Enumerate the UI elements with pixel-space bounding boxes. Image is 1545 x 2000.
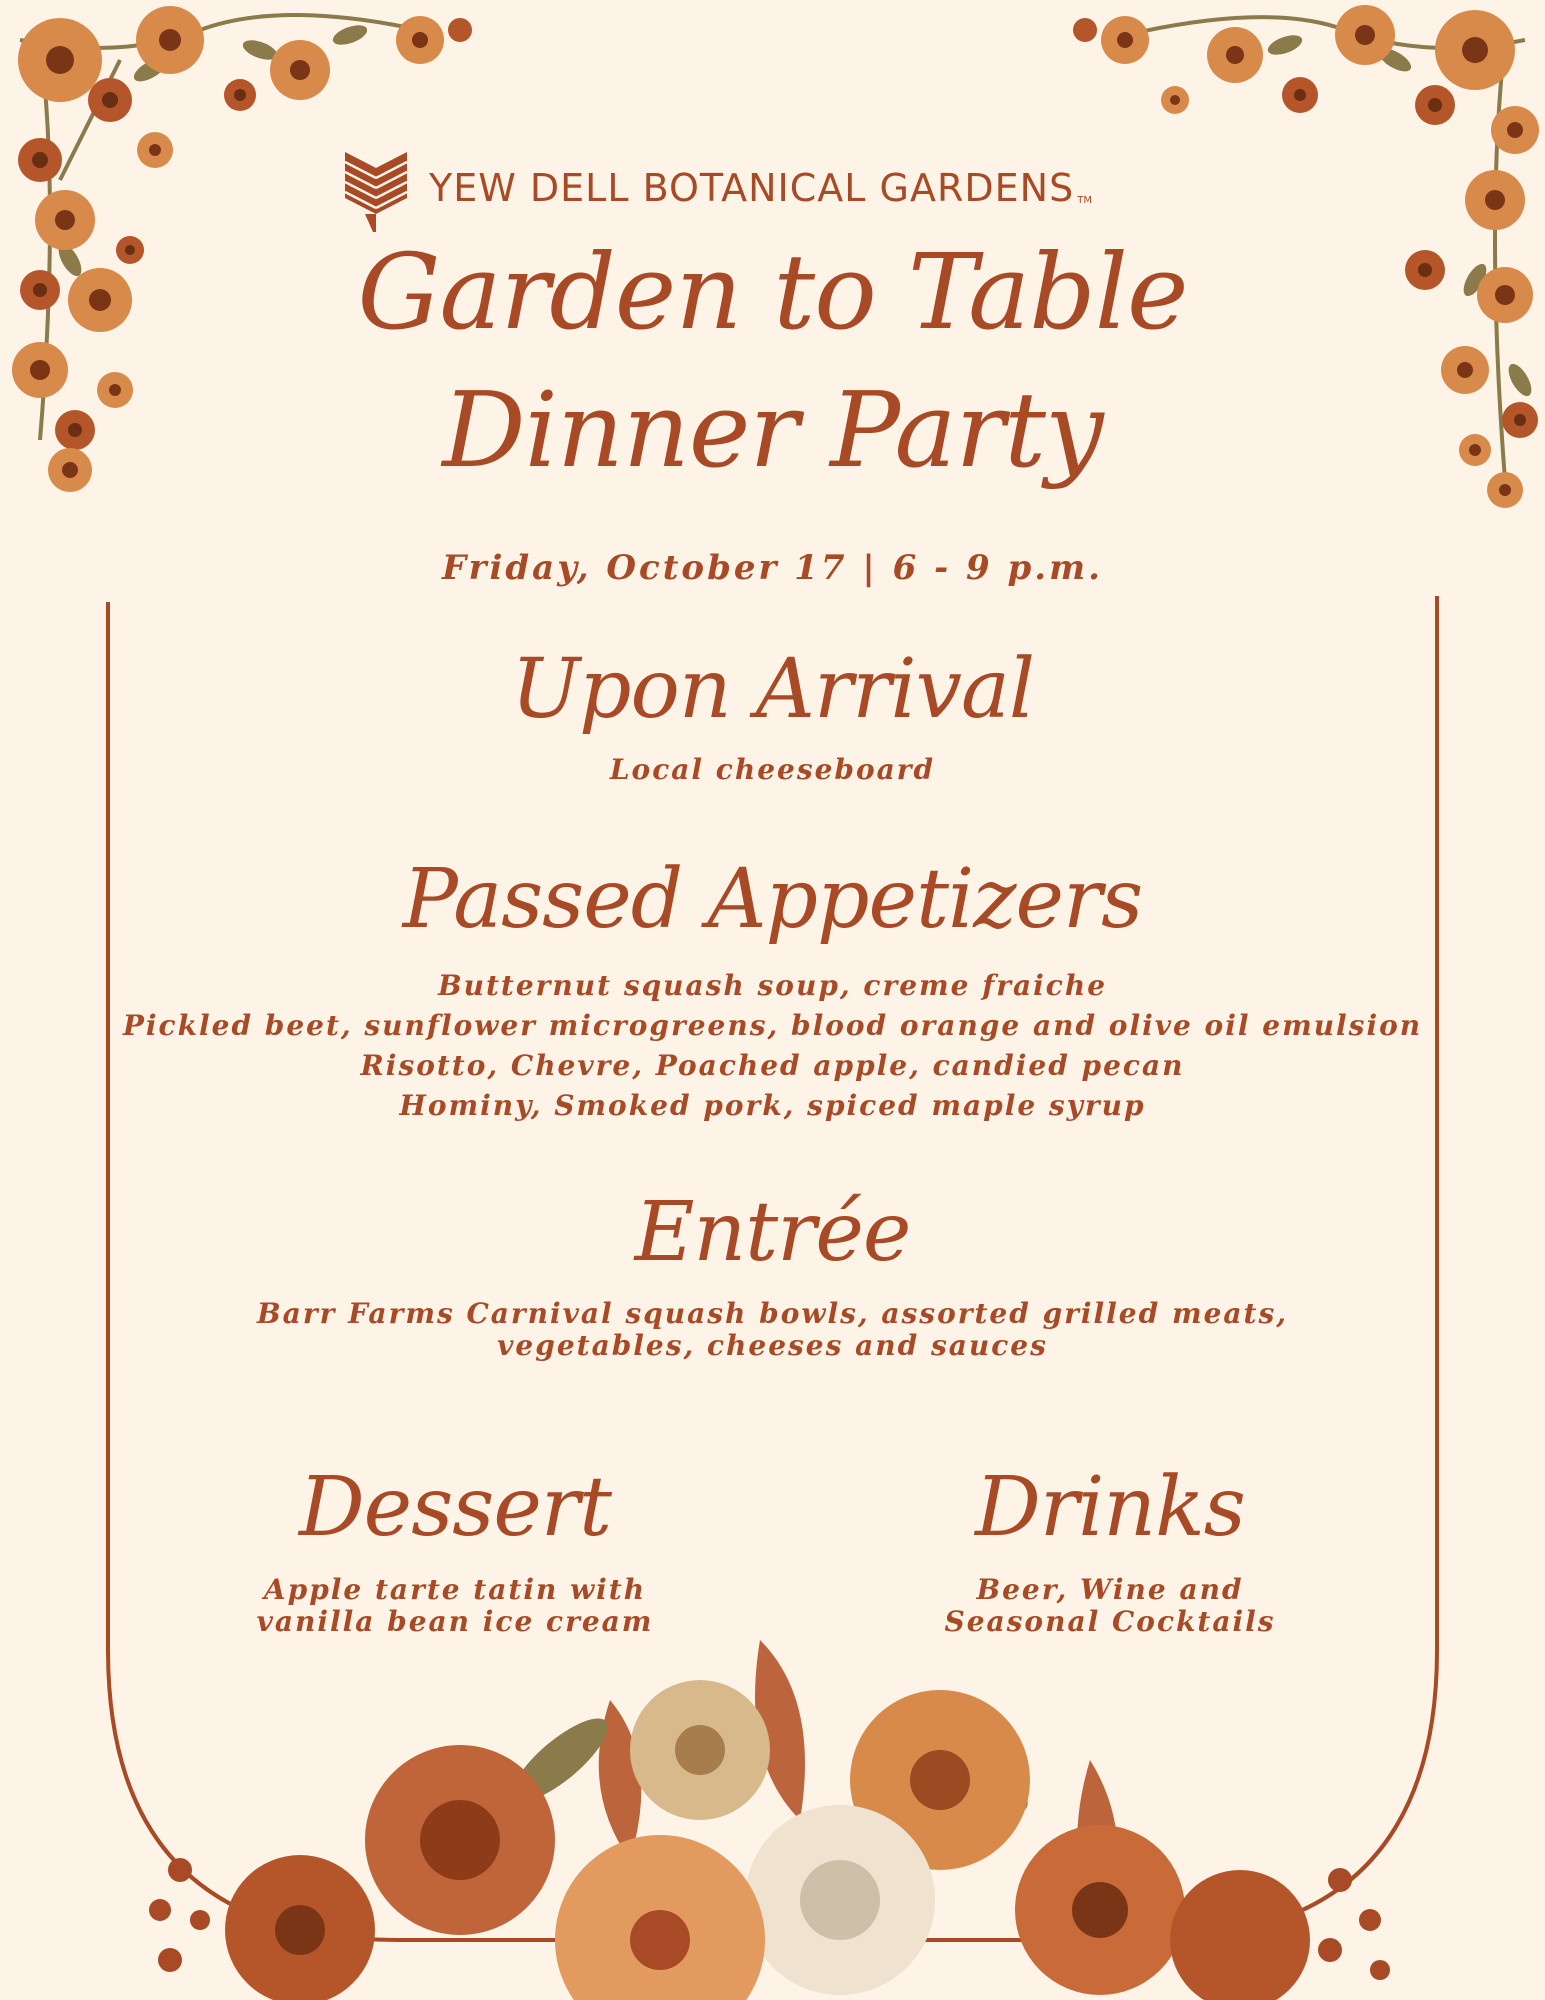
menu-item: Seasonal Cocktails bbox=[944, 1605, 1276, 1638]
menu-item: Local cheeseboard bbox=[609, 753, 936, 786]
garden-logo bbox=[345, 143, 1205, 233]
menu-item: Pickled beet, sunflower microgreens, blood orange and olive oil emulsion bbox=[122, 1009, 1423, 1042]
section-heading-entree: Entrée bbox=[634, 1185, 911, 1280]
menu-item: vanilla bean ice cream bbox=[256, 1605, 654, 1638]
section-heading-dessert: Dessert bbox=[298, 1460, 612, 1555]
menu-item: Hominy, Smoked pork, spiced maple syrup bbox=[399, 1089, 1146, 1122]
section-heading-drinks: Drinks bbox=[975, 1460, 1245, 1555]
page-title-line-1: Garden to Table bbox=[357, 231, 1188, 353]
menu-item: Apple tarte tatin with bbox=[263, 1573, 647, 1606]
page-title-line-2: Dinner Party bbox=[442, 369, 1103, 491]
leaf-logo-icon bbox=[345, 144, 407, 232]
section-heading-arrival: Upon Arrival bbox=[510, 642, 1035, 737]
menu-item: Butternut squash soup, creme fraiche bbox=[437, 969, 1108, 1002]
logo-trademark: TM bbox=[1077, 194, 1092, 206]
menu-item: vegetables, cheeses and sauces bbox=[497, 1329, 1048, 1362]
floral-bouquet-bottom bbox=[140, 1640, 1400, 2000]
logo-wordmark: YEW DELL BOTANICAL GARDENS bbox=[429, 166, 1075, 210]
section-heading-appetizers: Passed Appetizers bbox=[402, 852, 1143, 947]
menu-item: Beer, Wine and bbox=[976, 1573, 1244, 1606]
menu-item: Barr Farms Carnival squash bowls, assorted grilled meats, bbox=[257, 1297, 1288, 1330]
event-date: Friday, October 17 | 6 - 9 p.m. bbox=[442, 548, 1103, 588]
menu-item: Risotto, Chevre, Poached apple, candied pecan bbox=[360, 1049, 1185, 1082]
